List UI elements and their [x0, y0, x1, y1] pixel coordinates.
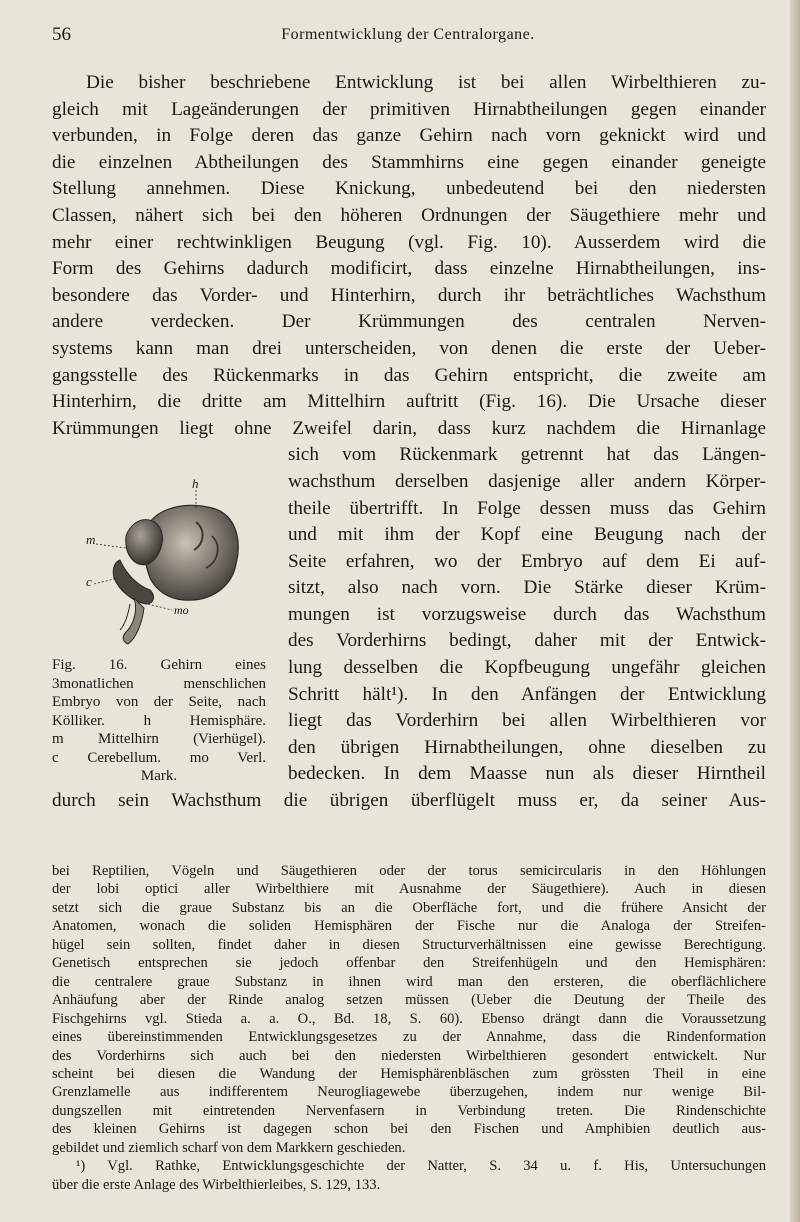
body-line: Die bisher beschriebene Entwicklung ist bei allen Wirbelthieren zu-	[86, 72, 766, 93]
footnote-line: hügel sein sollten, findet daher in diesen Structurverhältnissen eine gewisse Berechtigung.	[52, 936, 766, 953]
body-line: die einzelnen Abtheilungen des Stammhirns eine gegen einander geneigte	[52, 151, 766, 173]
wrap-line: lung desselben die Kopfbeugung ungefähr gleichen	[288, 657, 766, 679]
body-line: besondere das Vorder- und Hinterhirn, durch ihr beträchtliches Wachsthum	[52, 284, 766, 306]
body-line: verbunden, in Folge deren das ganze Gehirn nach vorn geknickt wird und	[52, 125, 766, 147]
footnote-line: der lobi optici aller Wirbelthiere mit Ausnahme der Säugethiere). Auch in diesen	[52, 881, 766, 898]
footnote-line: des kleinen Gehirns ist dagegen schon bei den Fischen und Amphibien deutlich aus-	[52, 1121, 766, 1138]
page-number: 56	[52, 24, 71, 45]
wrap-line: sich vom Rückenmark getrennt hat das Längen-	[288, 444, 766, 466]
figure-16	[52, 478, 268, 788]
running-head	[52, 24, 764, 50]
wrap-line: sitzt, also nach vorn. Die Stärke dieser Krüm-	[288, 577, 766, 599]
footnote-line: scheint bei diesen die Wandung der Hemisphärenbläschen zum grössten Theil in eine	[52, 1065, 766, 1082]
footnote-line: Fischgehirns vgl. Stieda a. a. O., Bd. 18, S. 60). Ebenso drängt dann die Voraussetzung	[52, 1010, 766, 1027]
figure-caption	[52, 656, 266, 786]
page-edge	[790, 0, 800, 1222]
wrap-line: bedecken. In dem Maasse nun als dieser Hirntheil	[288, 763, 766, 785]
wrap-line: Seite erfahren, wo der Embryo auf dem Ei auf-	[288, 550, 766, 572]
label-c: c	[86, 574, 92, 589]
footnote-line: des Vorderhirns sich auch bei den niedersten Wirbelthieren gesondert entwickelt. Nur	[52, 1047, 766, 1064]
body-line: Krümmungen liegt ohne Zweifel darin, dass kurz nachdem die Hirnanlage	[52, 417, 766, 439]
caption-line: c Cerebellum. mo Verl.	[52, 749, 266, 766]
body-line: gangsstelle des Rückenmarks in das Gehirn entspricht, die zweite am	[52, 364, 766, 386]
footnote-line: über die erste Anlage des Wirbelthierleibes, S. 129, 133.	[52, 1176, 381, 1193]
body-line: systems kann man drei unterscheiden, von denen die erste der Ueber-	[52, 337, 766, 359]
caption-line: Fig. 16. Gehirn eines	[52, 657, 266, 673]
label-h: h	[192, 478, 199, 491]
header-title: Formentwicklung der Centralorgane.	[281, 26, 535, 43]
wrap-line: des Vorderhirns bedingt, daher mit der Entwick-	[288, 630, 766, 652]
body-line: Stellung annehmen. Diese Knickung, unbedeutend bei den niedersten	[52, 178, 766, 200]
footnote-line: gebildet und ziemlich scharf von dem Markkern geschieden.	[52, 1139, 406, 1156]
body-line: gleich mit Lageänderungen der primitiven Hirnabtheilungen gegen einander	[52, 98, 766, 120]
footnotes	[52, 862, 766, 1194]
caption-line: Embryo von der Seite, nach	[52, 694, 266, 710]
caption-line: Mark.	[140, 768, 178, 784]
footnote-line: eines übereinstimmenden Entwicklungsgesetzes zu der Annahme, dass die Rindenformation	[52, 1029, 766, 1046]
caption-line: 3monatlichen menschlichen	[52, 675, 266, 692]
wrap-line: mungen ist vorzugsweise durch das Wachsthum	[288, 603, 766, 625]
wrap-line: liegt das Vorderhirn bei allen Wirbelthieren vor	[288, 710, 766, 732]
footnote-line: Anhäufung aber der Rinde analog setzen müssen (Ueber die Deutung der Theile des	[52, 992, 766, 1009]
footnote-line: Anatomen, wonach die soliden Hemisphären der Fische nur die Analoga der Streifen-	[52, 918, 766, 935]
wrap-line: Schritt hält¹). In den Anfängen der Entwicklung	[288, 683, 766, 705]
embryo-brain-illustration	[86, 478, 276, 650]
label-m: m	[86, 532, 96, 547]
footnote-line: bei Reptilien, Vögeln und Säugethieren oder der torus semicircularis in den Höhlungen	[52, 863, 766, 879]
footnote-line: dungszellen mit eintretenden Nervenfasern in Verbindung treten. Die Rindenschichte	[52, 1102, 766, 1119]
body-line: Classen, nähert sich bei den höheren Ordnungen der Säugethiere mehr und	[52, 204, 766, 226]
footnote-1: ¹) Vgl. Rathke, Entwicklungsgeschichte der Natter, S. 34 u. f. His, Untersuchungen	[76, 1158, 766, 1175]
footnote-line: setzt sich die graue Substanz bis an die Oberfläche fort, und die frühere Ansicht der	[52, 899, 766, 916]
caption-line: m Mittelhirn (Vierhügel).	[52, 731, 266, 747]
caption-line: Kölliker. h Hemisphäre.	[52, 712, 266, 729]
body-line: durch sein Wachsthum die übrigen überflügelt muss er, da seiner Aus-	[52, 790, 766, 812]
body-line: mehr einer rechtwinkligen Beugung (vgl. Fig. 10). Ausserdem wird die	[52, 231, 766, 253]
body-line: andere verdecken. Der Krümmungen des centralen Nerven-	[52, 311, 766, 333]
footnote-line: die centralere graue Substanz in ihnen wird man den ersteren, die oberflächlichere	[52, 973, 766, 990]
footnote-line: Grenzlamelle aus indifferentem Neurogliagewebe überzugehen, indem nur wenige Bil-	[52, 1084, 766, 1101]
wrap-line: und mit ihm der Kopf eine Beugung nach der	[288, 524, 766, 546]
wrap-line: theile übertrifft. In Folge dessen muss das Gehirn	[288, 497, 766, 519]
label-mo: mo	[174, 603, 189, 617]
wrap-line: wachsthum derselben dasjenige aller andern Körper-	[288, 470, 766, 492]
body-line: Form des Gehirns dadurch modificirt, dass einzelne Hirnabtheilungen, ins-	[52, 258, 766, 280]
wrap-line: den übrigen Hirnabtheilungen, ohne dieselben zu	[288, 736, 766, 758]
footnote-line: Genetisch entsprechen sie jedoch offenbar den Streifenhügeln und den Hemisphären:	[52, 955, 766, 972]
body-line: Hinterhirn, die dritte am Mittelhirn auftritt (Fig. 16). Die Ursache dieser	[52, 391, 766, 413]
